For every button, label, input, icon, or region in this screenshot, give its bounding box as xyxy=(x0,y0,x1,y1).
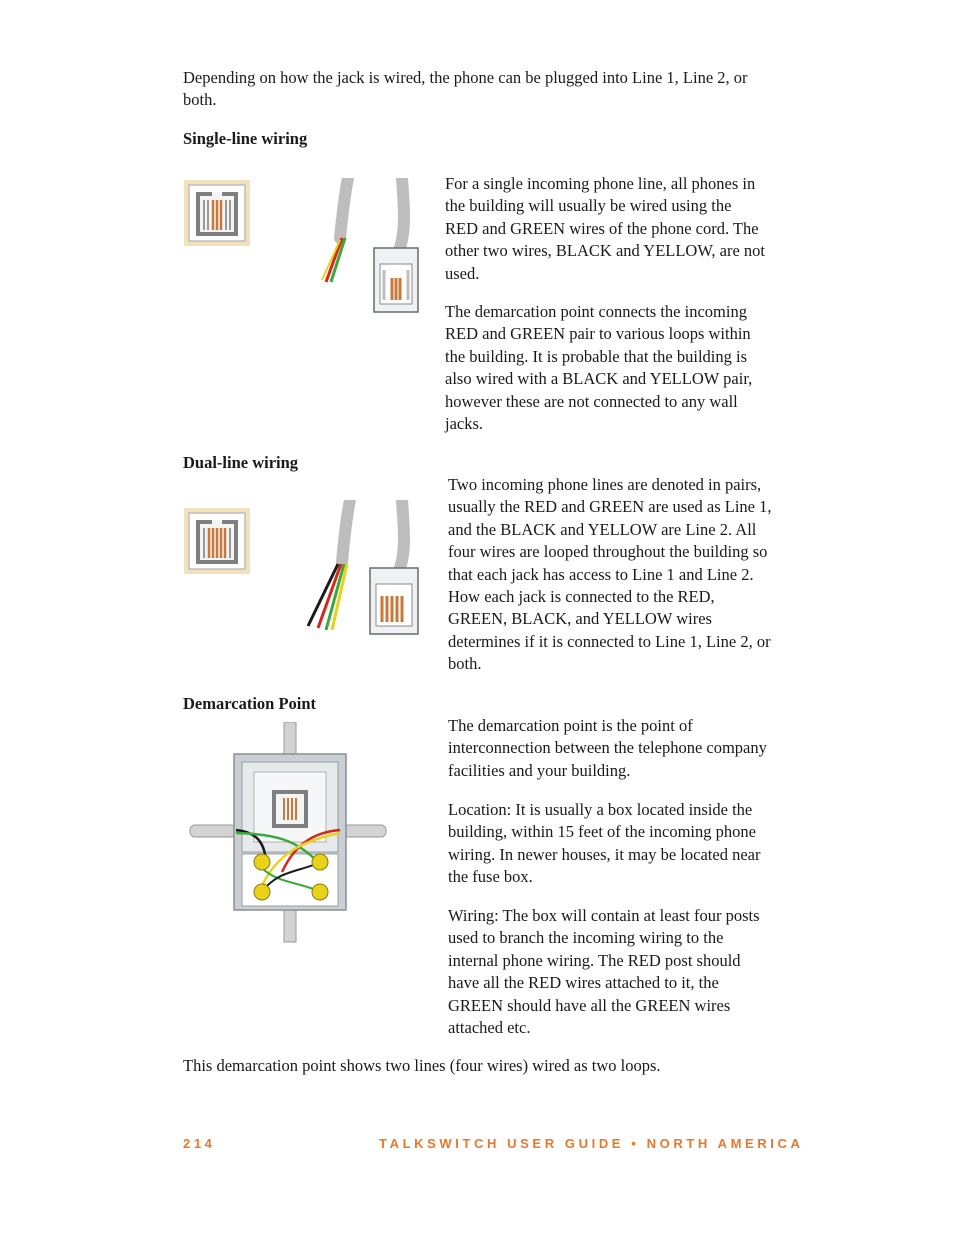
page-number: 214 xyxy=(183,1136,216,1151)
dual-line-jack-image xyxy=(184,508,250,574)
closing-paragraph: This demarcation point shows two lines (four wires) wired as two loops. xyxy=(183,1056,661,1075)
dual-line-heading: Dual-line wiring xyxy=(183,453,299,472)
demarcation-paragraph-1: The demarcation point is the point of interconnection between the telephone company facilities and your building. xyxy=(448,716,767,780)
footer-title: TALKSWITCH USER GUIDE • NORTH AMERICA xyxy=(379,1136,804,1151)
intro-paragraph: Depending on how the jack is wired, the phone can be plugged into Line 1, Line 2, or both. xyxy=(183,68,748,110)
dual-line-paragraph-1: Two incoming phone lines are denoted in pairs, usually the RED and GREEN are used as Line 1, and the BLACK and YELLOW are Line 2. All four wires are looped throughout the building so that each jack has access to Line 1 and Line 2. How each jack is connected to the RED, GREEN, BLACK, and YELLOW wires determines if it is connected to Line 1, Line 2, or both. xyxy=(448,475,772,674)
demarcation-paragraph-3: Wiring: The box will contain at least four posts used to branch the incoming wiring to the internal phone wiring. The RED post should have all the RED wires attached to it, the GREEN should have all the GREEN wires attached etc. xyxy=(448,906,760,1038)
single-line-paragraph-2: The demarcation point connects the incoming RED and GREEN pair to various loops within the building. It is probable that the building is also wired with a BLACK and YELLOW pair, however these are not connected to any wall jacks. xyxy=(445,302,753,434)
single-line-heading: Single-line wiring xyxy=(183,129,308,148)
demarcation-paragraph-2: Location: It is usually a box located inside the building, within 15 feet of the incoming phone wiring. In newer houses, it may be located near the fuse box. xyxy=(448,800,761,887)
demarcation-box-image xyxy=(186,722,390,944)
demarcation-heading: Demarcation Point xyxy=(183,694,317,713)
single-line-paragraph-1: For a single incoming phone line, all phones in the building will usually be wired using the RED and GREEN wires of the phone cord. The other two wires, BLACK and YELLOW, are not used. xyxy=(445,174,766,283)
dual-line-cord-image xyxy=(298,500,428,650)
single-line-jack-image xyxy=(184,180,250,246)
single-line-cord-image xyxy=(300,178,430,318)
